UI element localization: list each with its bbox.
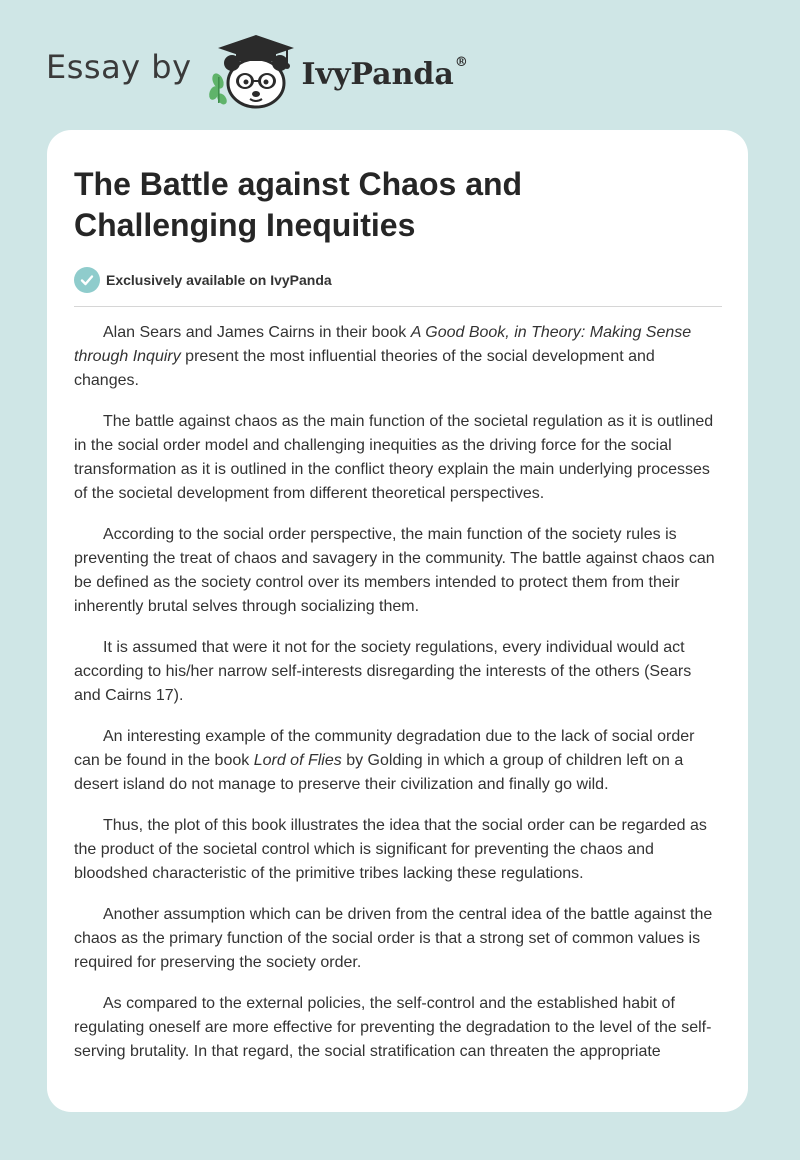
divider [74, 306, 722, 307]
essay-card [47, 130, 748, 1112]
panda-mascot-icon [206, 31, 298, 109]
essay-body [74, 321, 722, 1064]
exclusive-badge [74, 266, 722, 294]
brand-name: IvyPanda® [301, 54, 468, 92]
leaf-icon [207, 72, 228, 107]
page-title: The Battle against Chaos and Challenging Inequities [74, 166, 523, 243]
paragraph: As compared to the external policies, the self-control and the established habit of regulating oneself are more effective for preventing the degradation to the level of the self-serving brutality. In that regard, the social stratification can threaten the appropriate [74, 995, 712, 1060]
paragraph: An interesting example of the community degradation due to the lack of social order can be found in the book Lord of Flies by Golding in which a group of children left on a desert island do not manage to preserve their civilization and finally go wild. [74, 728, 695, 793]
exclusive-label: Exclusively available on IvyPanda [106, 272, 332, 288]
paragraph: Another assumption which can be driven from the central idea of the battle against the chaos as the primary function of the social order is that a strong set of common values is required for preserving the society order. [74, 906, 713, 971]
paragraph: The battle against chaos as the main function of the societal regulation as it is outlined in the social order model and challenging inequities as the driving force for the social transformation as it is outlined in the conflict theory explain the main underlying processes of the societal development from different theoretical perspectives. [74, 413, 714, 502]
paragraph: Thus, the plot of this book illustrates the idea that the social order can be regarded as the product of the societal control which is significant for preventing the chaos and bloodshed characteristic of the primitive tribes lacking these regulations. [74, 817, 707, 882]
paragraph: According to the social order perspective, the main function of the society rules is preventing the treat of chaos and savagery in the community. The battle against chaos can be defined as the society control over its members intended to protect them from their inherently brutal selves through socializing them. [74, 526, 715, 615]
check-icon [74, 267, 100, 293]
essay-by-label: Essay by [46, 48, 192, 86]
paragraph: Alan Sears and James Cairns in their book A Good Book, in Theory: Making Sense through Inquiry present the most influential theories of the social development and changes. [74, 324, 692, 389]
site-header [46, 30, 468, 110]
ivypanda-logo[interactable] [206, 31, 468, 109]
paragraph: It is assumed that were it not for the society regulations, every individual would act according to his/her narrow self-interests disregarding the interests of the others (Sears and Cairns 17). [74, 639, 692, 704]
